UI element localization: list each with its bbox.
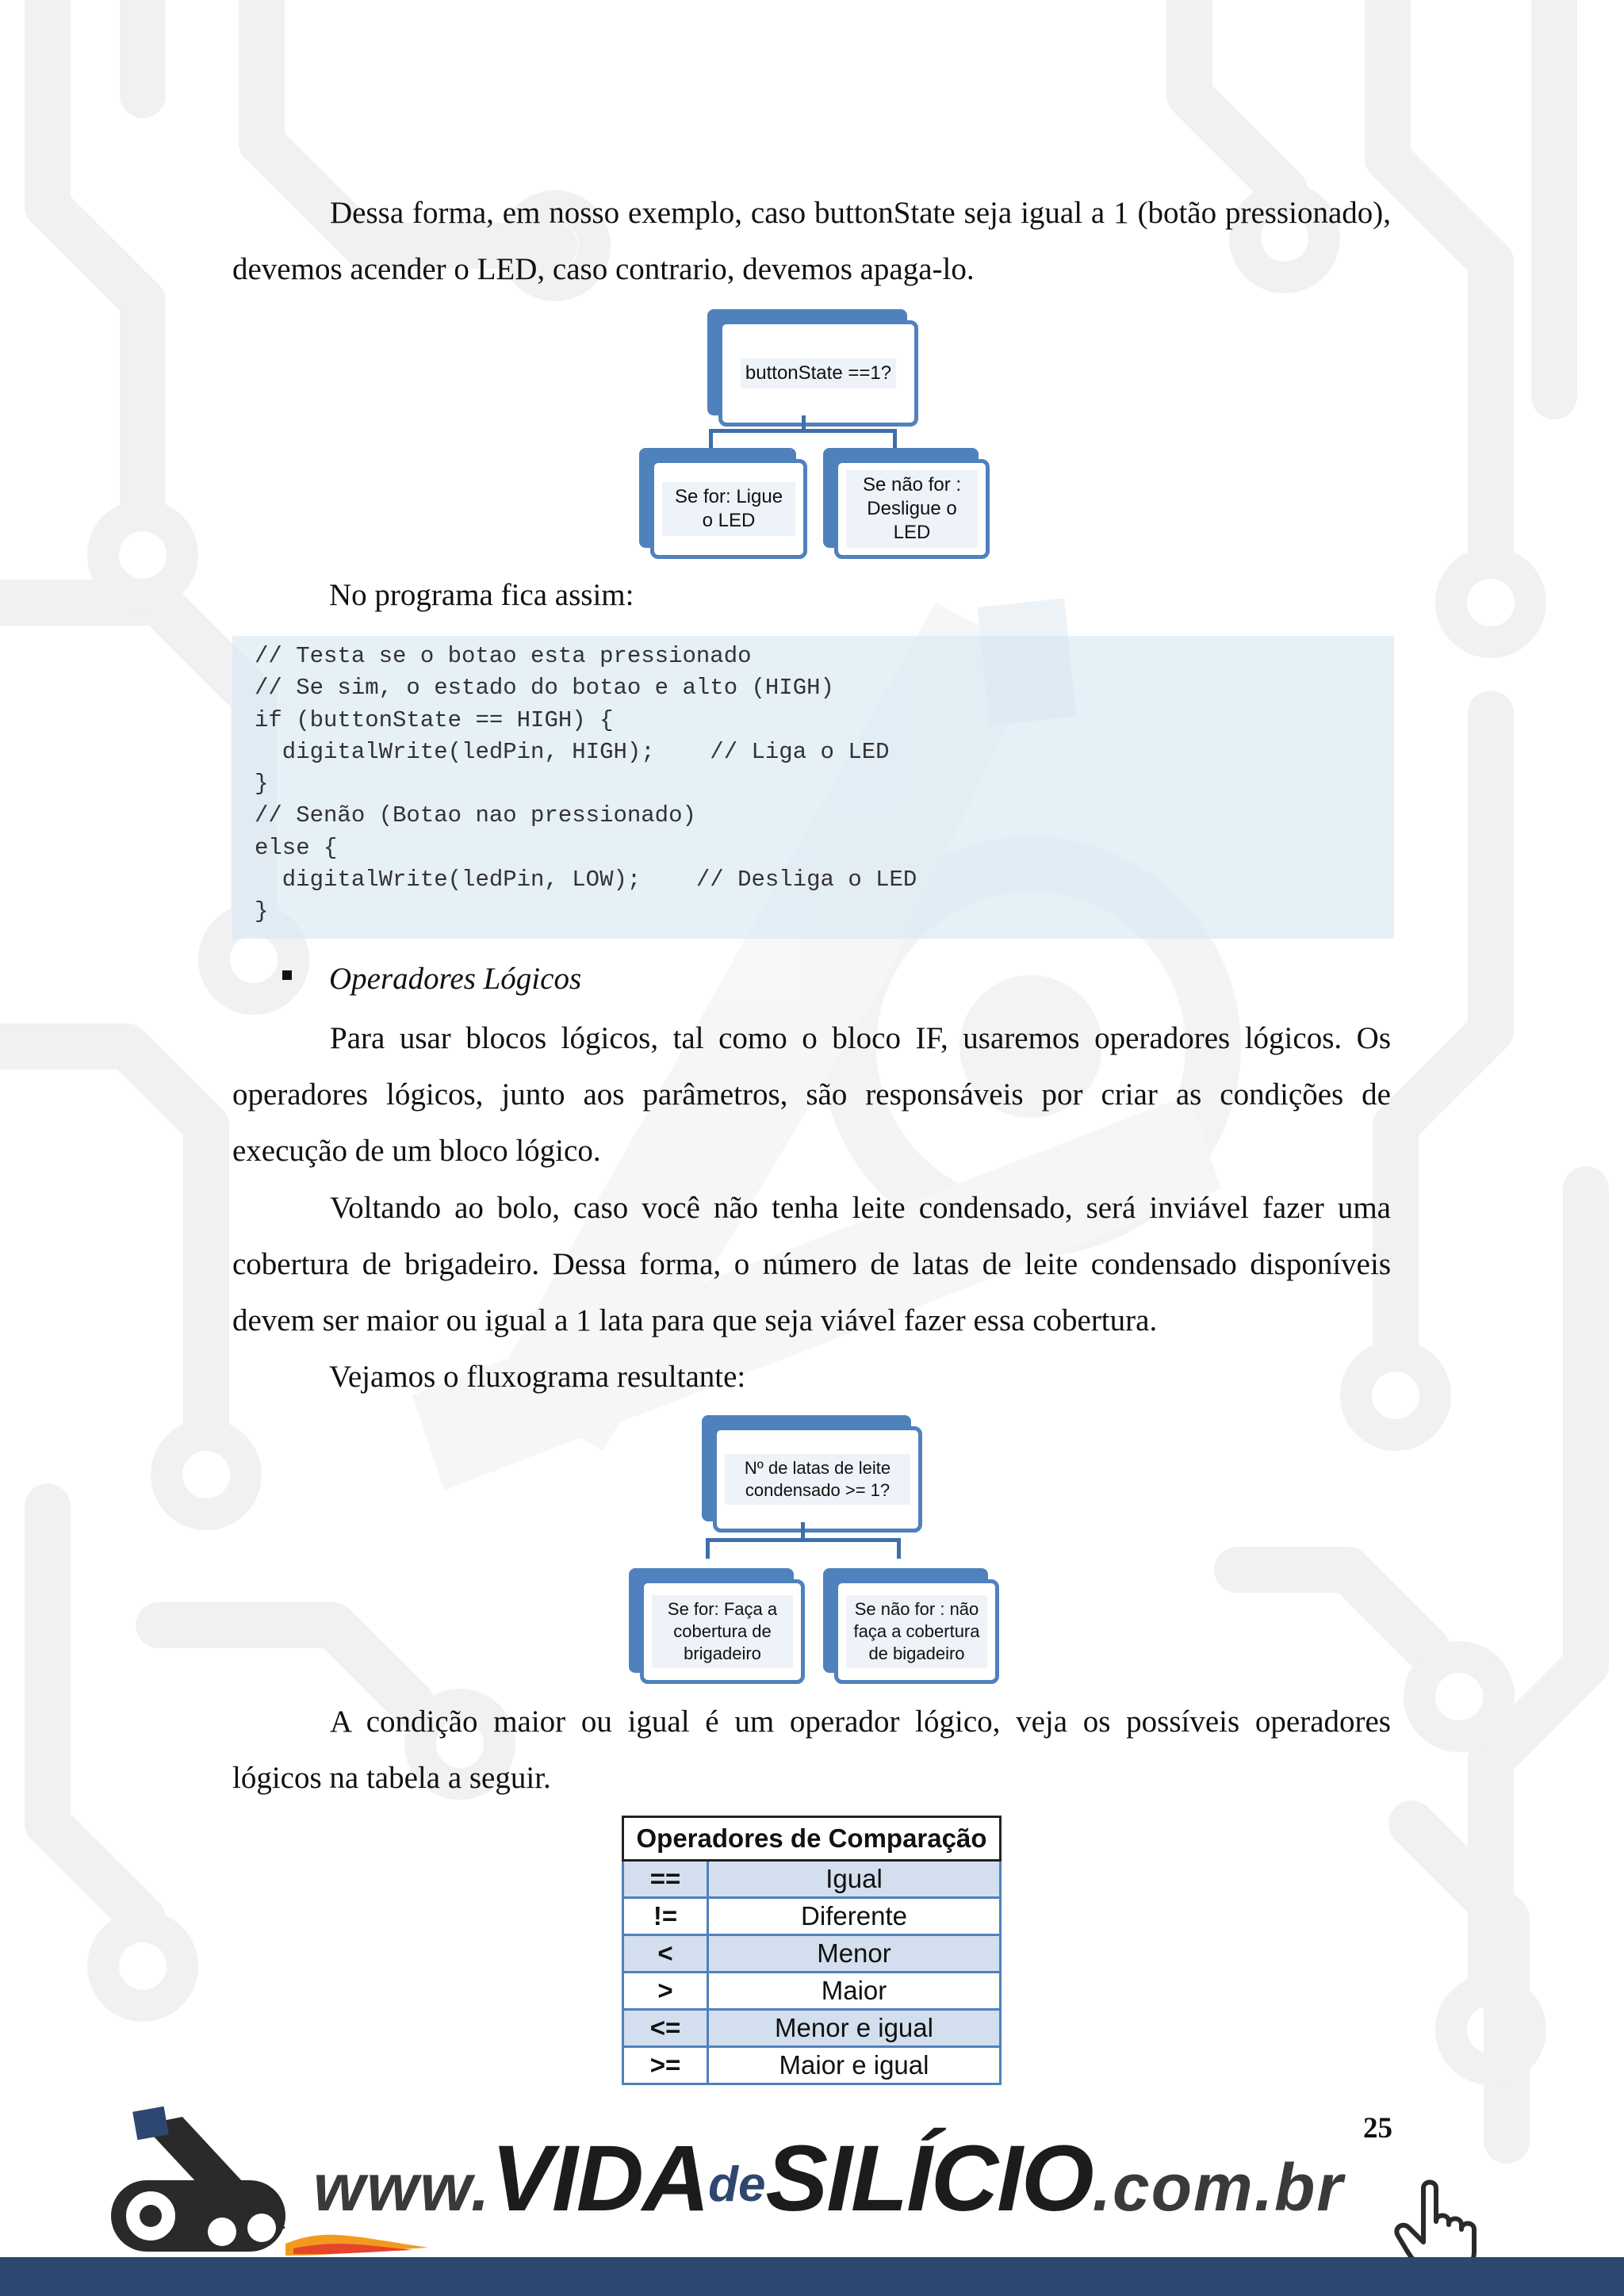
flowchart1-yes-text: Se for: Ligue o LED <box>662 482 795 536</box>
table-row <box>623 2010 1001 2047</box>
flowchart1-left-drop <box>709 429 713 450</box>
paragraph-table-intro: A condição maior ou igual é um operador lógico, veja os possíveis operadores lógicos na tabela a seguir. <box>232 1705 1391 1795</box>
flowchart2-no-text: Se não for : não faça a cobertura de bigadeiro <box>846 1595 987 1668</box>
code-line: if (buttonState == HIGH) { <box>255 706 614 733</box>
table-title: Operadores de Comparação <box>623 1817 1001 1861</box>
flowchart1-right-drop <box>893 429 897 450</box>
flowchart2-question-box <box>702 1415 922 1533</box>
flowchart2-question-text: Nº de latas de leite condensado >= 1? <box>725 1454 910 1505</box>
flowchart2-left-drop <box>706 1538 710 1559</box>
operator-cell: < <box>623 1935 708 1973</box>
footer-band <box>0 2257 1624 2296</box>
paragraph-flowchart-intro: Vejamos o fluxograma resultante: <box>329 1360 746 1394</box>
description-cell: Maior e igual <box>708 2047 1001 2084</box>
description-cell: Diferente <box>708 1898 1001 1935</box>
flowchart2-no-box <box>823 1568 999 1684</box>
code-line: digitalWrite(ledPin, LOW); // Desliga o LED <box>255 867 917 894</box>
flowchart2-right-drop <box>897 1538 901 1559</box>
description-cell: Menor e igual <box>708 2010 1001 2047</box>
page-number: 25 <box>1363 2112 1392 2145</box>
flowchart1-no-box <box>823 448 990 559</box>
intro-paragraph: Dessa forma, em nosso exemplo, caso buttonState seja igual a 1 (botão pressionado), devemos acender o LED, caso contrario, devemos apaga-lo. <box>232 196 1391 286</box>
code-block <box>232 636 1394 939</box>
operator-cell: != <box>623 1898 708 1935</box>
code-line: else { <box>255 834 338 861</box>
operator-cell: > <box>623 1973 708 2010</box>
operator-cell: == <box>623 1861 708 1898</box>
flowchart1-no-text: Se não for : Desligue o LED <box>846 470 978 548</box>
table-row <box>623 1861 1001 1898</box>
flowchart2-yes-box <box>629 1568 805 1684</box>
code-line: // Testa se o botao esta pressionado <box>255 643 752 669</box>
operator-cell: <= <box>623 2010 708 2047</box>
paragraph-logic-operators: Para usar blocos lógicos, tal como o bloco IF, usaremos operadores lógicos. Os operadores lógicos, junto aos parâmetros, são responsáveis por criar as condições de execução de um bloco lógico. <box>232 1021 1391 1168</box>
code-line: } <box>255 898 269 925</box>
table-row <box>623 2047 1001 2084</box>
table-row <box>623 1898 1001 1935</box>
description-cell: Igual <box>708 1861 1001 1898</box>
table-row <box>623 1973 1001 2010</box>
code-line: // Se sim, o estado do botao e alto (HIGH) <box>255 675 834 702</box>
comparison-operators-table <box>622 1816 1002 2085</box>
website-logo: www.VIDAdeSILÍCIO.com.br <box>313 2126 1345 2231</box>
description-cell: Maior <box>708 1973 1001 2010</box>
description-cell: Menor <box>708 1935 1001 1973</box>
flowchart2-bar <box>706 1538 901 1542</box>
flowchart1-question-box <box>707 309 918 427</box>
program-intro: No programa fica assim: <box>329 578 634 612</box>
code-line: } <box>255 771 269 798</box>
code-line: // Senão (Botao nao pressionado) <box>255 802 696 829</box>
operator-cell: >= <box>623 2047 708 2084</box>
flowchart1-question-text: buttonState ==1? <box>741 358 896 388</box>
flowchart1-bar <box>709 429 897 433</box>
table-row <box>623 1935 1001 1973</box>
bullet-square-icon <box>282 970 292 980</box>
flowchart2-yes-text: Se for: Faça a cobertura de brigadeiro <box>652 1595 793 1668</box>
section-title: Operadores Lógicos <box>329 962 582 996</box>
flowchart1-yes-box <box>639 448 807 559</box>
paragraph-cake-example: Voltando ao bolo, caso você não tenha leite condensado, será inviável fazer uma cobertura de brigadeiro. Dessa forma, o número de latas de leite condensado disponíveis devem ser maior ou igual a 1 lata para que seja viável fazer essa cobertura. <box>232 1191 1391 1337</box>
flowchart2-stem <box>801 1522 805 1540</box>
code-line: digitalWrite(ledPin, HIGH); // Liga o LED <box>255 738 890 765</box>
